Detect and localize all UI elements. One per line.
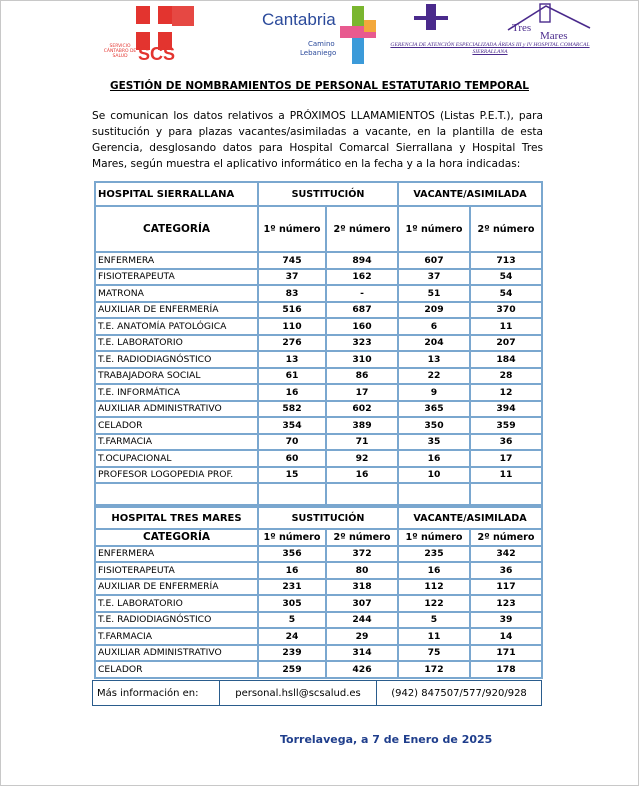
category-cell: ENFERMERA [95, 252, 258, 269]
scs-letters: SCS [138, 44, 176, 64]
category-cell: FISIOTERAPEUTA [95, 562, 258, 579]
page-title: GESTIÓN DE NOMBRAMIENTOS DE PERSONAL ESTATUTARIO TEMPORAL [109, 80, 529, 92]
info-table [92, 680, 542, 706]
vac-1-cell: 235 [398, 546, 470, 563]
table-row [95, 467, 542, 484]
sust-1-cell: 354 [258, 417, 326, 434]
category-cell: T.E. RADIODIAGNÓSTICO [95, 351, 258, 368]
vac-1-cell: 16 [398, 450, 470, 467]
vac-2-cell: 370 [470, 302, 542, 319]
vac-2-cell: 207 [470, 335, 542, 352]
sust-2-cell: 244 [326, 612, 398, 629]
col-categoria: CATEGORÍA [95, 529, 258, 546]
table-row [95, 269, 542, 286]
table-blank-row [95, 483, 542, 505]
category-cell: T.E. LABORATORIO [95, 335, 258, 352]
category-cell: T.E. LABORATORIO [95, 595, 258, 612]
sust-2-cell: 687 [326, 302, 398, 319]
sust-2-cell: 92 [326, 450, 398, 467]
cantabria-sub2: Lebaniego [300, 49, 337, 57]
intro-paragraph: Se comunican los datos relativos a PRÓXIMOS LLAMAMIENTOS (Listas P.E.T.), para sustitución y para plazas vacantes/asimiladas a vacante, en la plantilla de esta Gerencia, desglosando datos para Hospital Comarcal Sierrallana y Hospital Tres Mares, según muestra el aplicativo informático en la fecha y a la hora indicadas: [92, 110, 543, 170]
category-cell: AUXILIAR DE ENFERMERÍA [95, 302, 258, 319]
hospital-name: HOSPITAL SIERRALLANA [95, 182, 258, 206]
category-cell: PROFESOR LOGOPEDIA PROF. [95, 467, 258, 484]
sust-2-cell: 310 [326, 351, 398, 368]
table-row [95, 612, 542, 629]
category-cell: T.FARMACIA [95, 628, 258, 645]
vac-2-cell: 342 [470, 546, 542, 563]
sust-1-cell: 516 [258, 302, 326, 319]
sust-2-cell: 80 [326, 562, 398, 579]
category-cell: AUXILIAR ADMINISTRATIVO [95, 645, 258, 662]
table-row [95, 434, 542, 451]
vac-2-cell: 359 [470, 417, 542, 434]
table-row [95, 450, 542, 467]
table-subheader-row [95, 529, 542, 546]
vac-2-cell: 28 [470, 368, 542, 385]
sust-2-cell: 29 [326, 628, 398, 645]
table-row [95, 335, 542, 352]
sust-2-cell: 426 [326, 661, 398, 678]
scs-logo [100, 2, 198, 66]
vac-1-cell: 209 [398, 302, 470, 319]
vac-1-cell: 607 [398, 252, 470, 269]
vac-2-cell: 184 [470, 351, 542, 368]
col-sustitucion: SUSTITUCIÓN [258, 507, 398, 529]
vac-2-cell: 39 [470, 612, 542, 629]
sust-1-cell: 276 [258, 335, 326, 352]
col-v2: 2º número [470, 206, 542, 252]
vac-2-cell: 54 [470, 285, 542, 302]
sust-2-cell: 318 [326, 579, 398, 596]
vac-1-cell: 204 [398, 335, 470, 352]
vac-1-cell: 365 [398, 401, 470, 418]
sust-2-cell: 602 [326, 401, 398, 418]
cantabria-sub1: Camino [308, 40, 335, 48]
vac-2-cell: 17 [470, 450, 542, 467]
col-v1: 1º número [398, 529, 470, 546]
vac-1-cell: 112 [398, 579, 470, 596]
table-row [95, 318, 542, 335]
vac-1-cell: 51 [398, 285, 470, 302]
category-cell: T.E. INFORMÁTICA [95, 384, 258, 401]
table-sierrallana [94, 181, 543, 506]
sust-1-cell: 305 [258, 595, 326, 612]
table-tresmares [94, 506, 543, 679]
info-label: Más información en: [93, 681, 220, 706]
vac-2-cell: 12 [470, 384, 542, 401]
vac-1-cell: 16 [398, 562, 470, 579]
sust-2-cell: 307 [326, 595, 398, 612]
sust-2-cell: 160 [326, 318, 398, 335]
category-cell: ENFERMERA [95, 546, 258, 563]
vac-1-cell: 9 [398, 384, 470, 401]
cantabria-logo [262, 4, 380, 68]
sust-1-cell: 259 [258, 661, 326, 678]
vac-1-cell: 13 [398, 351, 470, 368]
vac-1-cell: 35 [398, 434, 470, 451]
sust-2-cell: 372 [326, 546, 398, 563]
vac-1-cell: 350 [398, 417, 470, 434]
info-phones: (942) 847507/577/920/928 [377, 681, 542, 706]
category-cell: T.OCUPACIONAL [95, 450, 258, 467]
table-row [95, 302, 542, 319]
sust-1-cell: 16 [258, 562, 326, 579]
sust-1-cell: 24 [258, 628, 326, 645]
category-cell: T.FARMACIA [95, 434, 258, 451]
table-row [95, 661, 542, 678]
vac-2-cell: 117 [470, 579, 542, 596]
col-sustitucion: SUSTITUCIÓN [258, 182, 398, 206]
tres-mares-2: Mares [540, 30, 568, 42]
gae-text: GERENCIA DE ATENCIÓN ESPECIALIZADA ÁREAS III y IV HOSPITAL COMARCAL SIERRALLANA [390, 42, 590, 55]
cantabria-name: Cantabria [262, 10, 336, 29]
col-vacante: VACANTE/ASIMILADA [398, 182, 542, 206]
table-header-row [95, 182, 542, 206]
col-v1: 1º número [398, 206, 470, 252]
vac-1-cell: 5 [398, 612, 470, 629]
sust-1-cell: 239 [258, 645, 326, 662]
col-s2: 2º número [326, 206, 398, 252]
sust-1-cell: 745 [258, 252, 326, 269]
gae-logo [388, 2, 593, 66]
vac-2-cell: 11 [470, 467, 542, 484]
table-header-row [95, 507, 542, 529]
table-row [95, 252, 542, 269]
vac-2-cell: 11 [470, 318, 542, 335]
vac-2-cell: 123 [470, 595, 542, 612]
table-row [95, 628, 542, 645]
category-cell: CELADOR [95, 661, 258, 678]
category-cell: AUXILIAR DE ENFERMERÍA [95, 579, 258, 596]
sust-1-cell: 16 [258, 384, 326, 401]
sust-1-cell: 70 [258, 434, 326, 451]
tres-mares-1: Tres [512, 22, 532, 34]
table-row [95, 351, 542, 368]
sust-1-cell: 110 [258, 318, 326, 335]
vac-1-cell: 6 [398, 318, 470, 335]
sust-1-cell: 83 [258, 285, 326, 302]
vac-1-cell: 75 [398, 645, 470, 662]
table-row [95, 417, 542, 434]
info-email[interactable]: personal.hsll@scsalud.es [220, 681, 377, 706]
vac-2-cell: 36 [470, 434, 542, 451]
sust-2-cell: 314 [326, 645, 398, 662]
vac-1-cell: 122 [398, 595, 470, 612]
category-cell: AUXILIAR ADMINISTRATIVO [95, 401, 258, 418]
col-categoria: CATEGORÍA [95, 206, 258, 252]
sust-1-cell: 13 [258, 351, 326, 368]
sust-2-cell: 17 [326, 384, 398, 401]
vac-2-cell: 394 [470, 401, 542, 418]
vac-1-cell: 172 [398, 661, 470, 678]
table-row [95, 579, 542, 596]
footer-date: Torrelavega, a 7 de Enero de 2025 [280, 733, 493, 746]
table-row [95, 546, 542, 563]
category-cell: CELADOR [95, 417, 258, 434]
category-cell: MATRONA [95, 285, 258, 302]
col-s2: 2º número [326, 529, 398, 546]
table-subheader-row [95, 206, 542, 252]
vac-2-cell: 36 [470, 562, 542, 579]
sust-2-cell: 162 [326, 269, 398, 286]
category-cell: T.E. RADIODIAGNÓSTICO [95, 612, 258, 629]
sust-1-cell: 60 [258, 450, 326, 467]
sust-1-cell: 15 [258, 467, 326, 484]
table-row [95, 368, 542, 385]
category-cell: FISIOTERAPEUTA [95, 269, 258, 286]
sust-2-cell: 323 [326, 335, 398, 352]
hospital-name: HOSPITAL TRES MARES [95, 507, 258, 529]
category-cell: TRABAJADORA SOCIAL [95, 368, 258, 385]
scs-caption: SERVICIO CÁNTABRO DE SALUD [103, 44, 137, 59]
sust-1-cell: 61 [258, 368, 326, 385]
col-v2: 2º número [470, 529, 542, 546]
vac-1-cell: 37 [398, 269, 470, 286]
vac-2-cell: 178 [470, 661, 542, 678]
table-row [95, 595, 542, 612]
col-vacante: VACANTE/ASIMILADA [398, 507, 542, 529]
sust-2-cell: 16 [326, 467, 398, 484]
table-row [95, 285, 542, 302]
sust-2-cell: 86 [326, 368, 398, 385]
vac-1-cell: 11 [398, 628, 470, 645]
vac-2-cell: 171 [470, 645, 542, 662]
col-s1: 1º número [258, 529, 326, 546]
vac-2-cell: 54 [470, 269, 542, 286]
vac-1-cell: 22 [398, 368, 470, 385]
sust-1-cell: 231 [258, 579, 326, 596]
sust-2-cell: 71 [326, 434, 398, 451]
table-row [95, 384, 542, 401]
sust-2-cell: 894 [326, 252, 398, 269]
sust-1-cell: 37 [258, 269, 326, 286]
table-row [95, 401, 542, 418]
category-cell: T.E. ANATOMÍA PATOLÓGICA [95, 318, 258, 335]
sust-2-cell: - [326, 285, 398, 302]
sust-2-cell: 389 [326, 417, 398, 434]
vac-2-cell: 713 [470, 252, 542, 269]
vac-2-cell: 14 [470, 628, 542, 645]
vac-1-cell: 10 [398, 467, 470, 484]
table-row [95, 645, 542, 662]
sust-1-cell: 356 [258, 546, 326, 563]
sust-1-cell: 582 [258, 401, 326, 418]
table-row [95, 562, 542, 579]
sust-1-cell: 5 [258, 612, 326, 629]
col-s1: 1º número [258, 206, 326, 252]
